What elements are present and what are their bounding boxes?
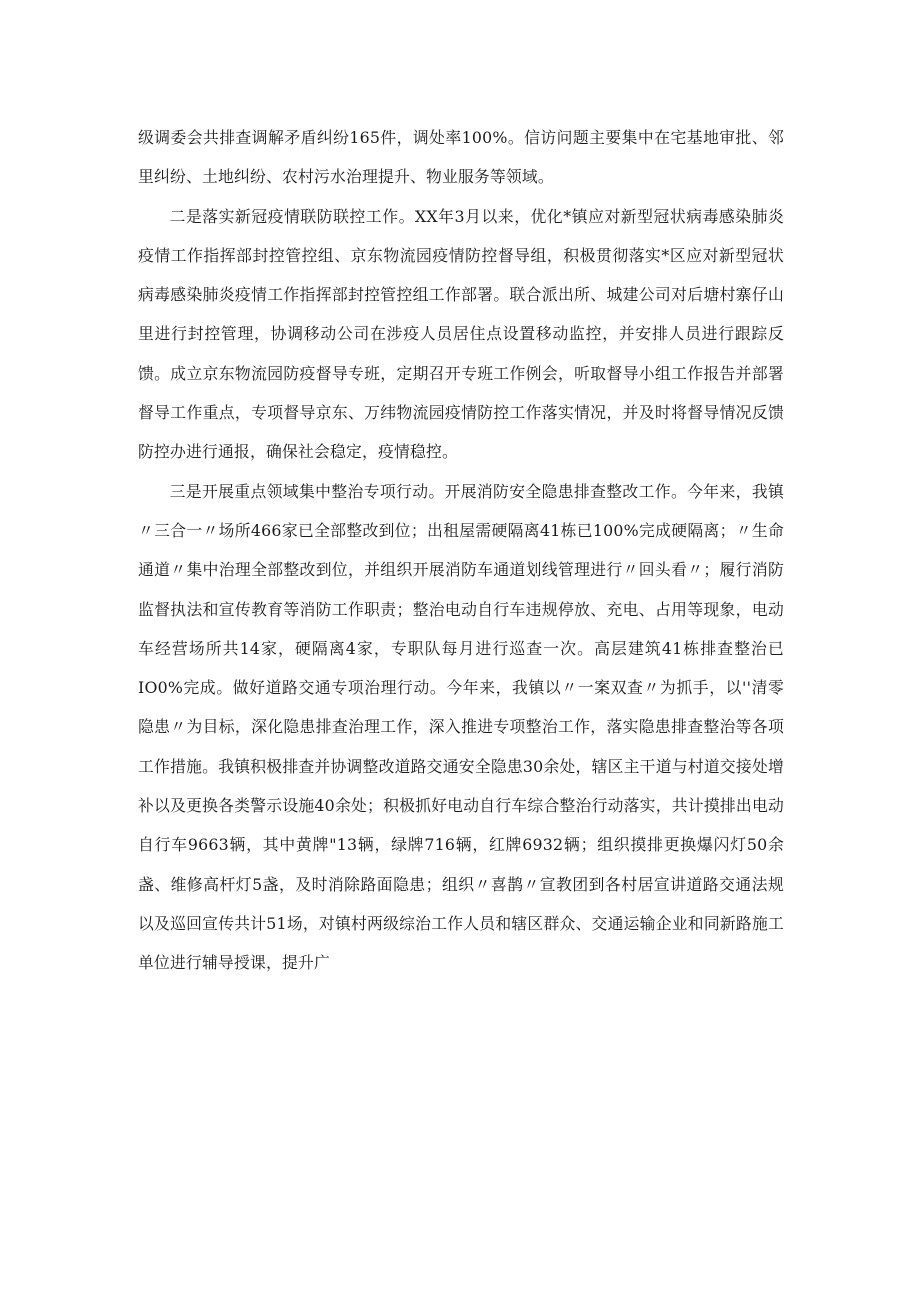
paragraph-1: 级调委会共排查调解矛盾纠纷165件，调处率100%。信访问题主要集中在宅基地审批、邻里纠纷、土地纠纷、农村污水治理提升、物业服务等领域。	[138, 128, 784, 187]
paragraph-2: 二是落实新冠疫情联防联控工作。XX年3月以来，优化*镇应对新型冠状病毒感染肺炎疫情工作指挥部封控管控组、京东物流园疫情防控督导组，积极贯彻落实*区应对新型冠状病毒感染肺炎疫情工作指挥部封控管控组工作部署。联合派出所、城建公司对后塘村寨仔山里进行封控管理，协调移动公司在涉疫人员居住点设置移动监控，并安排人员进行跟踪反馈。成立京东物流园防疫督导专班，定期召开专班工作例会，听取督导小组工作报告并部署督导工作重点，专项督导京东、万纬物流园疫情防控工作落实情况，并及时将督导情况反馈防控办进行通报，确保社会稳定，疫情稳控。	[138, 206, 784, 462]
document-body	[138, 118, 784, 983]
paragraph-3: 三是开展重点领域集中整治专项行动。开展消防安全隐患排查整改工作。今年来，我镇〃三合一〃场所466家已全部整改到位；出租屋需硬隔离41栋已100%完成硬隔离；〃生命通道〃集中治理全部整改到位，并组织开展消防车通道划线管理进行〃回头看〃；履行消防监督执法和宣传教育等消防工作职责；整治电动自行车违规停放、充电、占用等现象，电动车经营场所共14家，硬隔离4家，专职队每月进行巡查一次。高层建筑41栋排查整治已IO0%完成。做好道路交通专项治理行动。今年来，我镇以〃一案双查〃为抓手，以''清零隐患〃为目标，深化隐患排查治理工作，深入推进专项整治工作，落实隐患排查整治等各项工作措施。我镇积极排查并协调整改道路交通安全隐患30余处，辖区主干道与村道交接处增补以及更换各类警示设施40余处；积极抓好电动自行车综合整治行动落实，共计摸排出电动自行车9663辆，其中黄牌"13辆，绿牌716辆，红牌6932辆；组织摸排更换爆闪灯50余盏、维修高杆灯5盏，及时消除路面隐患；组织〃喜鹊〃宣教团到各村居宣讲道路交通法规以及巡回宣传共计51场，对镇村两级综治工作人员和辖区群众、交通运输企业和同新路施工单位进行辅导授课，提升广	[138, 481, 784, 973]
